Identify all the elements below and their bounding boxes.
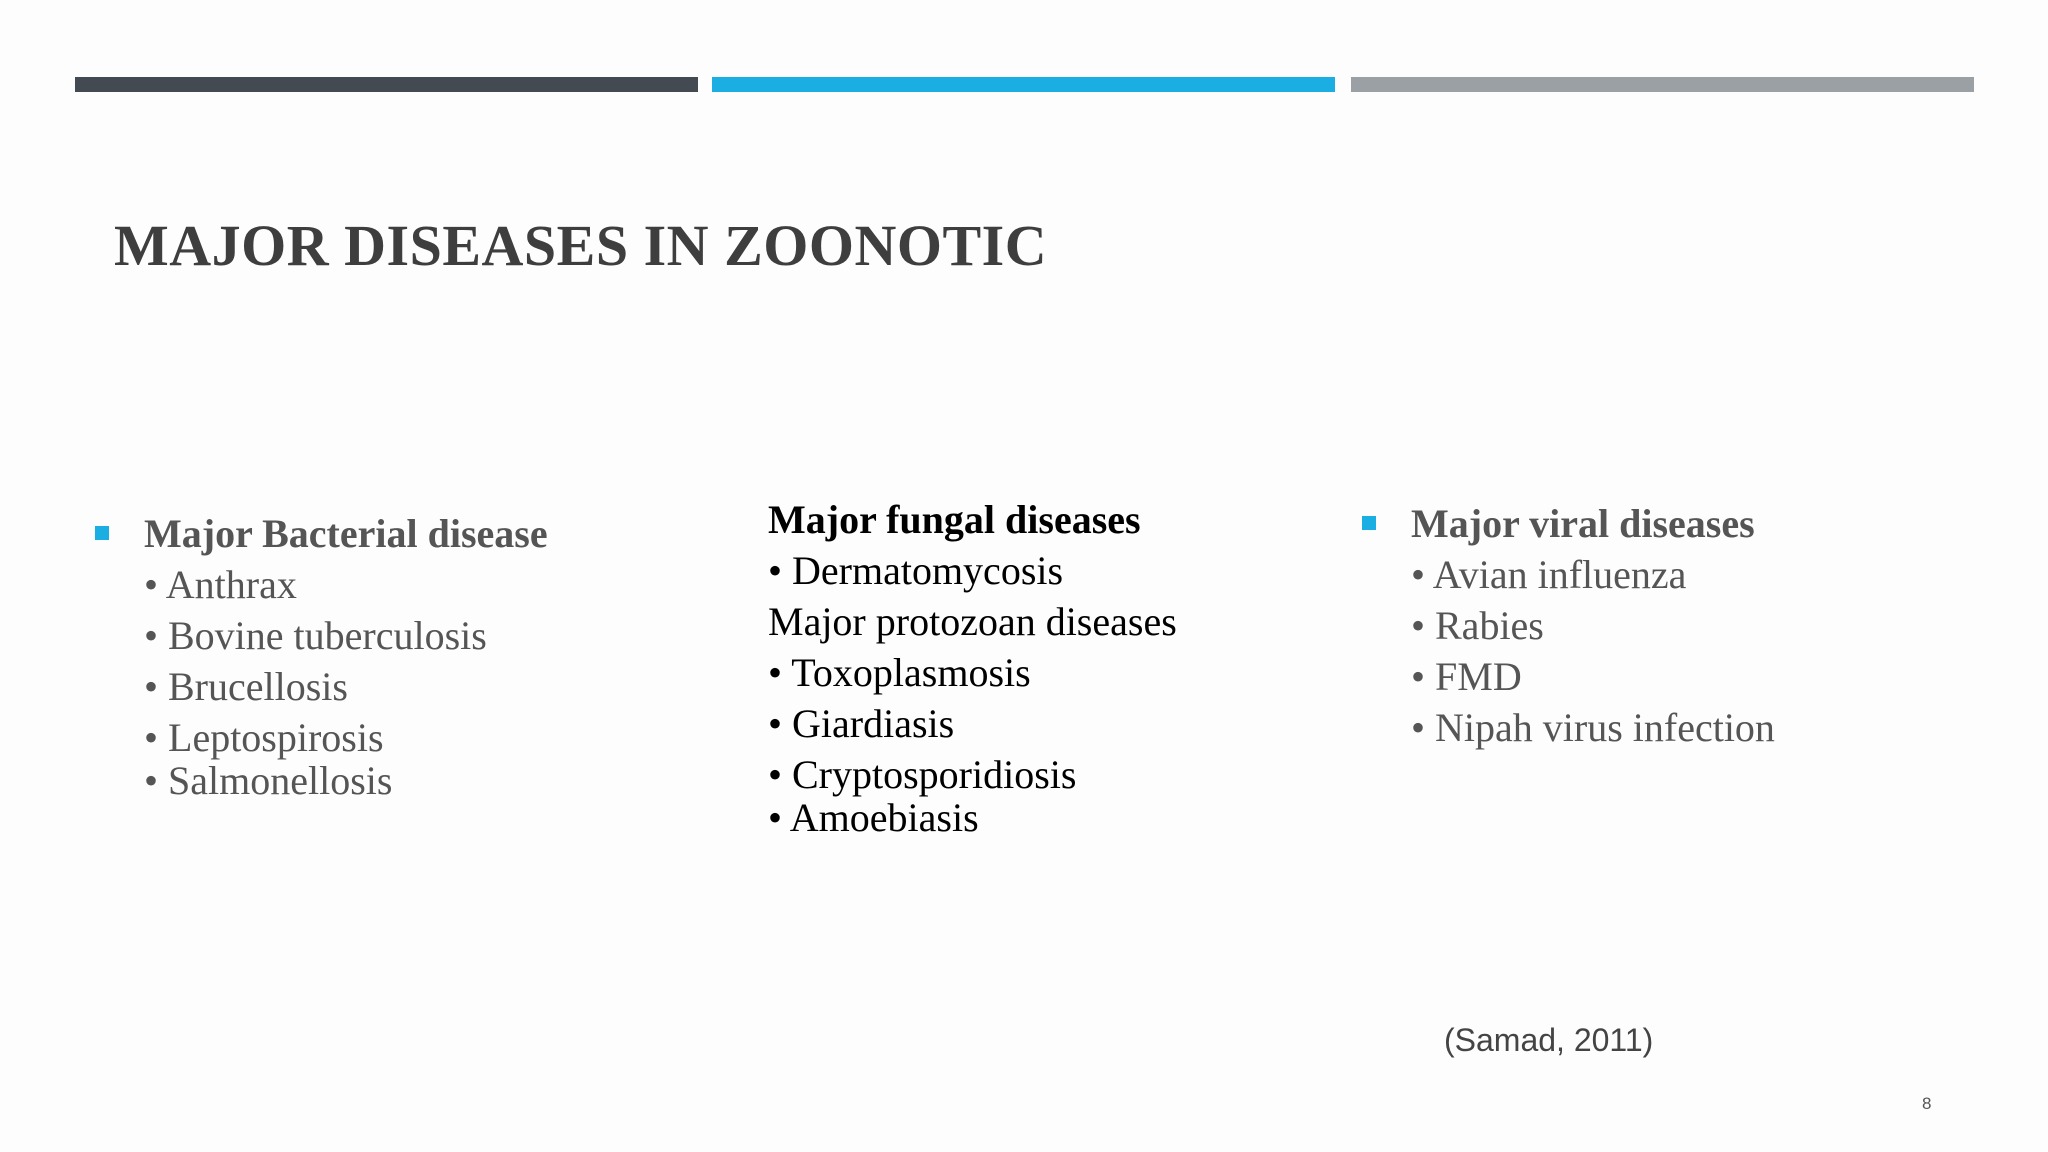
header-bar-gray: [1351, 77, 1974, 92]
list-item: • Nipah virus infection: [1411, 705, 1775, 750]
square-bullet-icon: [95, 526, 109, 540]
header-bar-blue: [712, 77, 1335, 92]
list-item: • FMD: [1411, 654, 1522, 699]
list-item: • Brucellosis: [144, 664, 348, 709]
list-item: • Toxoplasmosis: [768, 650, 1031, 695]
list-item: • Avian influenza: [1411, 552, 1687, 597]
viral-heading: Major viral diseases: [1411, 501, 1755, 546]
bacterial-column: [144, 508, 548, 806]
page-number: 8: [1922, 1094, 1932, 1113]
list-item: • Giardiasis: [768, 701, 955, 746]
list-item: • Dermatomycosis: [768, 548, 1064, 593]
list-item: • Bovine tuberculosis: [144, 613, 487, 658]
header-bar-dark: [75, 77, 698, 92]
bacterial-heading: Major Bacterial disease: [144, 511, 548, 556]
fungal-heading: Major fungal diseases: [768, 497, 1141, 542]
slide-title: MAJOR DISEASES IN ZOONOTIC: [114, 213, 1048, 278]
list-item: • Leptospirosis: [144, 715, 384, 760]
protozoan-heading: Major protozoan diseases: [768, 599, 1177, 644]
list-item: • Rabies: [1411, 603, 1544, 648]
list-item: • Salmonellosis: [144, 758, 393, 803]
list-item: • Cryptosporidiosis: [768, 752, 1077, 797]
fungal-protozoan-column: [768, 494, 1177, 843]
list-item: • Anthrax: [144, 562, 297, 607]
square-bullet-icon: [1362, 516, 1376, 530]
list-item: • Amoebiasis: [768, 795, 979, 840]
citation: (Samad, 2011): [1444, 1022, 1654, 1058]
viral-column: [1411, 498, 1775, 753]
